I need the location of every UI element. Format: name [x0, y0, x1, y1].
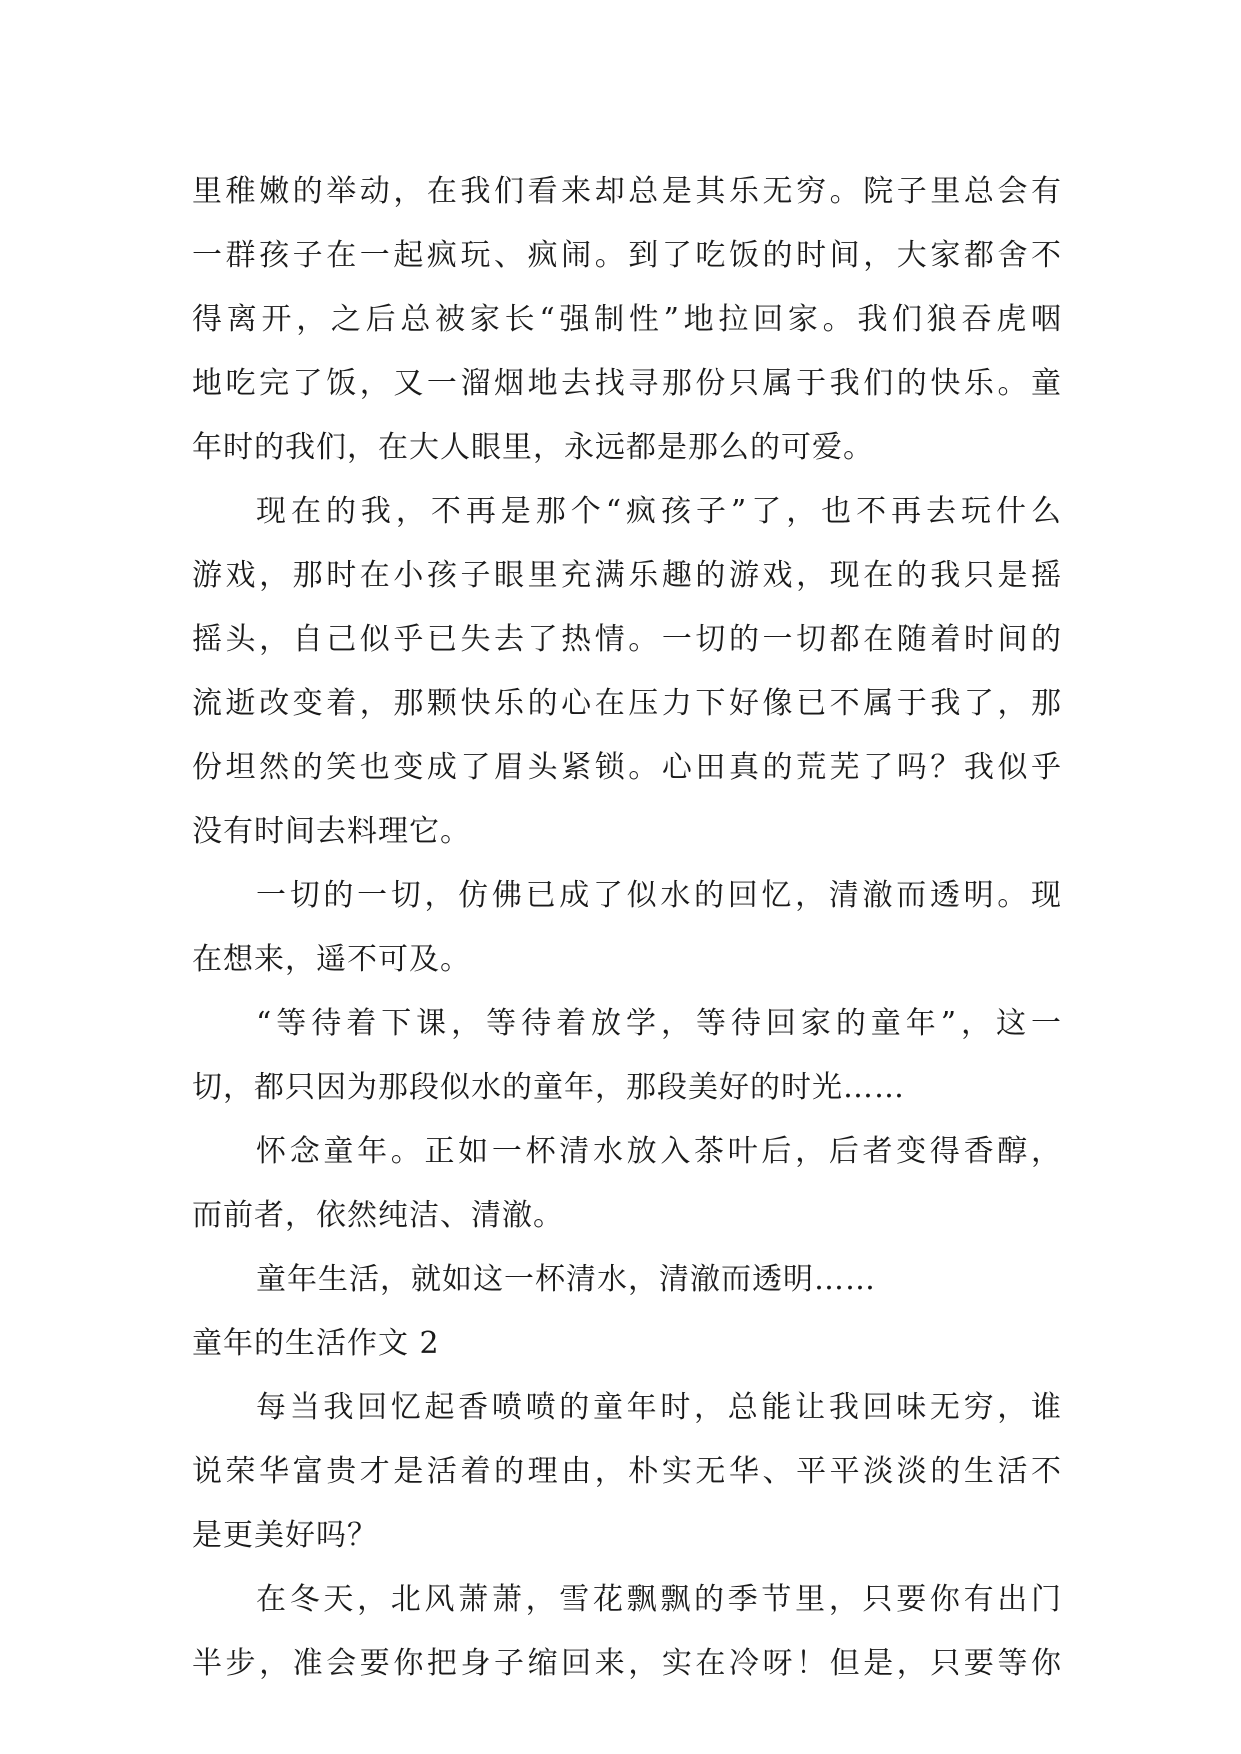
text-line: 流逝改变着，那颗快乐的心在压力下好像已不属于我了，那	[192, 686, 1062, 721]
essay-section-1	[192, 160, 1062, 1312]
text-line: 是更美好吗？	[192, 1518, 378, 1553]
text-line: 游戏，那时在小孩子眼里充满乐趣的游戏，现在的我只是摇	[192, 558, 1062, 593]
text-line: 地吃完了饭，又一溜烟地去找寻那份只属于我们的快乐。童	[192, 366, 1062, 401]
text-line: 说荣华富贵才是活着的理由，朴实无华、平平淡淡的生活不	[192, 1454, 1062, 1489]
text-line: 里稚嫩的举动，在我们看来却总是其乐无穷。院子里总会有	[192, 174, 1062, 209]
text-line: 在想来，遥不可及。	[192, 942, 471, 977]
text-line: 没有时间去料理它。	[192, 814, 471, 849]
essay-heading: 童年的生活作文 2	[192, 1326, 440, 1361]
essay-section-2	[192, 1376, 1062, 1696]
text-line: 现在的我，不再是那个“疯孩子”了，也不再去玩什么	[256, 494, 1062, 529]
text-line: 而前者，依然纯洁、清澈。	[192, 1198, 564, 1233]
document-body	[192, 160, 1062, 1696]
text-line: 一群孩子在一起疯玩、疯闹。到了吃饭的时间，大家都舍不	[192, 238, 1062, 273]
text-line: 童年生活，就如这一杯清水，清澈而透明……	[256, 1262, 876, 1297]
text-line: 摇头，自己似乎已失去了热情。一切的一切都在随着时间的	[192, 622, 1062, 657]
text-line: 怀念童年。正如一杯清水放入茶叶后，后者变得香醇，	[256, 1134, 1062, 1169]
text-line: 份坦然的笑也变成了眉头紧锁。心田真的荒芜了吗？我似乎	[192, 750, 1062, 785]
text-line: 一切的一切，仿佛已成了似水的回忆，清澈而透明。现	[256, 878, 1062, 913]
text-line: 每当我回忆起香喷喷的童年时，总能让我回味无穷，谁	[256, 1390, 1062, 1425]
text-line: 半步，准会要你把身子缩回来，实在冷呀！但是，只要等你	[192, 1646, 1062, 1681]
text-line: 在冬天，北风萧萧，雪花飘飘的季节里，只要你有出门	[256, 1582, 1062, 1617]
text-line: “等待着下课，等待着放学，等待回家的童年”，这一	[256, 1006, 1062, 1041]
text-line: 切，都只因为那段似水的童年，那段美好的时光……	[192, 1070, 905, 1105]
text-line: 得离开，之后总被家长“强制性”地拉回家。我们狼吞虎咽	[192, 302, 1062, 337]
text-line: 年时的我们，在大人眼里，永远都是那么的可爱。	[192, 430, 874, 465]
